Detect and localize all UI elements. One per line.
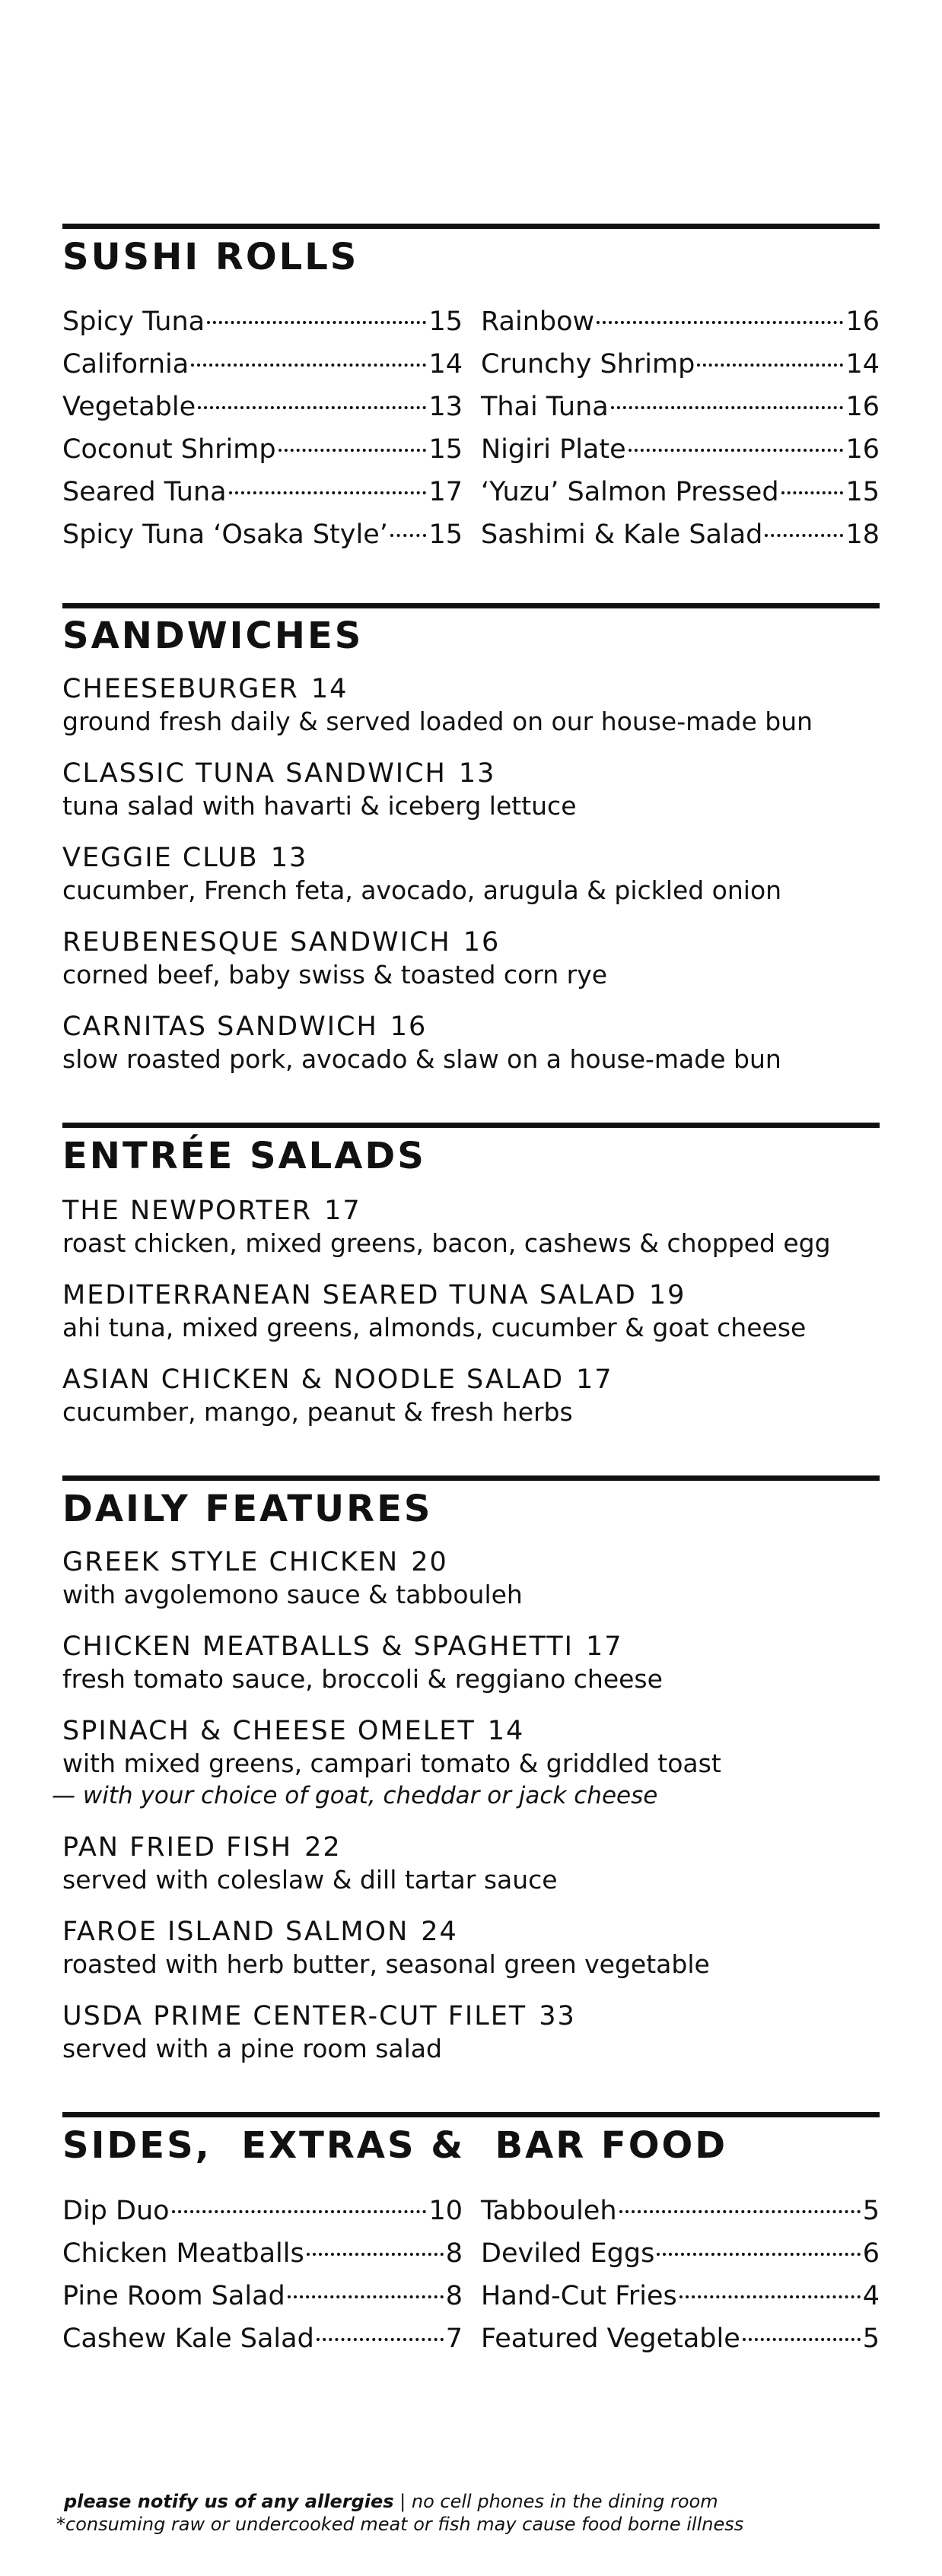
salads-section-title: ENTRÉE SALADS: [62, 1135, 426, 1177]
menu-item-name: [62, 841, 307, 875]
sides-rule: [62, 2112, 880, 2117]
sides-item-name: Cashew Kale Salad: [62, 2323, 314, 2354]
menu-item-description: slow roasted pork, avocado & slaw on a house-made bun: [62, 1044, 781, 1074]
sandwiches-section-title: SANDWICHES: [62, 615, 364, 657]
dot-leader: [288, 2295, 444, 2298]
sushi-item: [481, 389, 880, 424]
sushi-item-name: Seared Tuna: [62, 477, 227, 507]
sushi-item-price: 14: [428, 349, 463, 380]
item-title: SPINACH & CHEESE OMELET: [62, 1716, 476, 1746]
item-price: 14: [487, 1716, 525, 1746]
menu-item-name: [62, 1831, 342, 1864]
sides-item-name: Deviled Eggs: [481, 2238, 655, 2269]
sushi-item-price: 16: [845, 434, 880, 465]
menu-item-name: [62, 1010, 427, 1043]
sushi-item: [62, 347, 463, 382]
phone-notice: | no cell phones in the dining room: [393, 2491, 718, 2512]
item-price: 17: [324, 1196, 361, 1226]
dot-leader: [629, 449, 844, 452]
sides-item: [62, 2279, 463, 2314]
sushi-item-price: 15: [428, 307, 463, 337]
item-price: 19: [648, 1280, 686, 1310]
sides-section-title: SIDES, EXTRAS & BAR FOOD: [62, 2124, 728, 2167]
menu-item-description: served with a pine room salad: [62, 2034, 442, 2063]
sides-item-name: Featured Vegetable: [481, 2323, 740, 2354]
sides-item-name: Hand-Cut Fries: [481, 2281, 677, 2311]
sides-item-price: 6: [862, 2238, 880, 2269]
sushi-item-price: 15: [845, 477, 880, 507]
dot-leader: [619, 2210, 861, 2213]
menu-item-description: tuna salad with havarti & iceberg lettuce: [62, 791, 577, 821]
item-title: GREEK STYLE CHICKEN: [62, 1547, 399, 1577]
sushi-item-price: 16: [845, 392, 880, 422]
menu-item-name: [62, 1915, 458, 1949]
item-title: PAN FRIED FISH: [62, 1832, 293, 1863]
sushi-item-price: 17: [428, 477, 463, 507]
dot-leader: [781, 491, 844, 494]
item-price: 33: [539, 2001, 576, 2031]
sushi-rule: [62, 224, 880, 229]
item-title: THE NEWPORTER: [62, 1196, 313, 1226]
menu-item-description: served with coleslaw & dill tartar sauce: [62, 1865, 558, 1895]
menu-item-description: with mixed greens, campari tomato & griddled toast: [62, 1749, 721, 1778]
dot-leader: [390, 534, 427, 537]
sides-item-price: 5: [862, 2196, 880, 2226]
dot-leader: [743, 2338, 861, 2341]
sushi-item-name: Vegetable: [62, 392, 196, 422]
dot-leader: [198, 406, 426, 409]
sushi-item: [62, 432, 463, 467]
menu-item-name: [62, 672, 348, 706]
sides-item: [62, 2236, 463, 2271]
sides-item-name: Chicken Meatballs: [62, 2238, 304, 2269]
menu-item-name: [62, 1363, 613, 1396]
sushi-item: [481, 432, 880, 467]
sandwiches-rule: [62, 603, 880, 608]
features-rule: [62, 1475, 880, 1481]
sushi-section-title: SUSHI ROLLS: [62, 236, 359, 278]
dot-leader: [307, 2253, 444, 2256]
menu-item-note: — with your choice of goat, cheddar or jack cheese: [52, 1782, 658, 1809]
sushi-item: [481, 304, 880, 339]
dot-leader: [207, 321, 426, 324]
menu-item-description: cucumber, French feta, avocado, arugula & pickled onion: [62, 875, 782, 905]
sushi-item-name: ‘Yuzu’ Salmon Pressed: [481, 477, 779, 507]
salads-rule: [62, 1123, 880, 1128]
menu-item-description: with avgolemono sauce & tabbouleh: [62, 1580, 523, 1609]
menu-item-description: roasted with herb butter, seasonal green vegetable: [62, 1949, 710, 1979]
sushi-item-price: 15: [428, 434, 463, 465]
sides-item-price: 8: [445, 2281, 463, 2311]
dot-leader: [278, 449, 427, 452]
item-price: 17: [585, 1631, 623, 1662]
sides-item: [62, 2193, 463, 2228]
item-price: 22: [304, 1832, 342, 1863]
dot-leader: [697, 364, 843, 367]
item-price: 13: [458, 758, 496, 789]
dot-leader: [229, 491, 427, 494]
item-price: 16: [463, 927, 501, 958]
menu-item-description: ground fresh daily & served loaded on our house-made bun: [62, 707, 813, 736]
item-title: CHICKEN MEATBALLS & SPAGHETTI: [62, 1631, 574, 1662]
item-title: ASIAN CHICKEN & NOODLE SALAD: [62, 1364, 565, 1395]
item-price: 17: [576, 1364, 613, 1395]
menu-item-name: [62, 1278, 686, 1312]
menu-item-description: cucumber, mango, peanut & fresh herbs: [62, 1397, 573, 1427]
sushi-item-price: 14: [845, 349, 880, 380]
item-title: USDA PRIME CENTER-CUT FILET: [62, 2001, 527, 2031]
sushi-item-name: Coconut Shrimp: [62, 434, 276, 465]
sides-item: [481, 2279, 880, 2314]
sushi-item: [481, 475, 880, 510]
menu-item-name: [62, 1999, 576, 2033]
menu-item-description: corned beef, baby swiss & toasted corn rye: [62, 960, 608, 989]
item-title: CHEESEBURGER: [62, 674, 299, 704]
dot-leader: [172, 2210, 427, 2213]
sushi-item-name: California: [62, 349, 189, 380]
sides-item-price: 8: [445, 2238, 463, 2269]
sushi-item: [62, 304, 463, 339]
sushi-item: [62, 517, 463, 552]
allergy-notice: please notify us of any allergies: [64, 2491, 394, 2512]
sides-item-name: Tabbouleh: [481, 2196, 617, 2226]
item-title: MEDITERRANEAN SEARED TUNA SALAD: [62, 1280, 637, 1310]
sushi-item: [481, 517, 880, 552]
item-title: CARNITAS SANDWICH: [62, 1012, 378, 1042]
item-price: 13: [270, 843, 308, 873]
menu-item-name: [62, 1630, 623, 1663]
sides-item-price: 7: [445, 2323, 463, 2354]
footer-allergy-line: [64, 2490, 718, 2513]
sides-item-name: Pine Room Salad: [62, 2281, 285, 2311]
sides-item-price: 4: [862, 2281, 880, 2311]
dot-leader: [191, 364, 426, 367]
dot-leader: [679, 2295, 861, 2298]
sushi-item-name: Crunchy Shrimp: [481, 349, 695, 380]
item-price: 24: [421, 1917, 458, 1947]
sushi-item: [481, 347, 880, 382]
menu-item-name: [62, 926, 500, 959]
sushi-item-name: Rainbow: [481, 307, 595, 337]
dot-leader: [611, 406, 844, 409]
item-price: 16: [390, 1012, 428, 1042]
sushi-item-price: 15: [428, 519, 463, 550]
item-price: 20: [411, 1547, 448, 1577]
item-price: 14: [310, 674, 348, 704]
sushi-item-name: Spicy Tuna ‘Osaka Style’: [62, 519, 388, 550]
sides-item: [481, 2321, 880, 2356]
dot-leader: [597, 321, 843, 324]
menu-item-name: [62, 1545, 448, 1579]
dot-leader: [657, 2253, 860, 2256]
sushi-item-name: Sashimi & Kale Salad: [481, 519, 763, 550]
dot-leader: [317, 2338, 444, 2341]
sides-item: [481, 2236, 880, 2271]
sushi-item-price: 13: [428, 392, 463, 422]
sushi-item-name: Spicy Tuna: [62, 307, 205, 337]
menu-item-name: [62, 757, 495, 790]
item-title: REUBENESQUE SANDWICH: [62, 927, 451, 958]
dot-leader: [765, 534, 843, 537]
footer-warning: *consuming raw or undercooked meat or fish may cause food borne illness: [56, 2514, 744, 2535]
menu-item-name: [62, 1714, 524, 1748]
item-title: FAROE ISLAND SALMON: [62, 1917, 409, 1947]
menu-item-name: [62, 1194, 361, 1228]
sides-item-price: 10: [428, 2196, 463, 2226]
sides-item-name: Dip Duo: [62, 2196, 170, 2226]
sushi-item-name: Thai Tuna: [481, 392, 609, 422]
item-title: CLASSIC TUNA SANDWICH: [62, 758, 447, 789]
sushi-item-name: Nigiri Plate: [481, 434, 626, 465]
item-title: VEGGIE CLUB: [62, 843, 259, 873]
sushi-item: [62, 475, 463, 510]
menu-item-description: ahi tuna, mixed greens, almonds, cucumber & goat cheese: [62, 1313, 807, 1342]
sushi-item-price: 16: [845, 307, 880, 337]
sides-item: [481, 2193, 880, 2228]
sides-item: [62, 2321, 463, 2356]
sides-item-price: 5: [862, 2323, 880, 2354]
sushi-item: [62, 389, 463, 424]
features-section-title: DAILY FEATURES: [62, 1488, 433, 1530]
menu-item-description: roast chicken, mixed greens, bacon, cashews & chopped egg: [62, 1228, 831, 1258]
menu-item-description: fresh tomato sauce, broccoli & reggiano cheese: [62, 1664, 663, 1694]
sushi-item-price: 18: [845, 519, 880, 550]
